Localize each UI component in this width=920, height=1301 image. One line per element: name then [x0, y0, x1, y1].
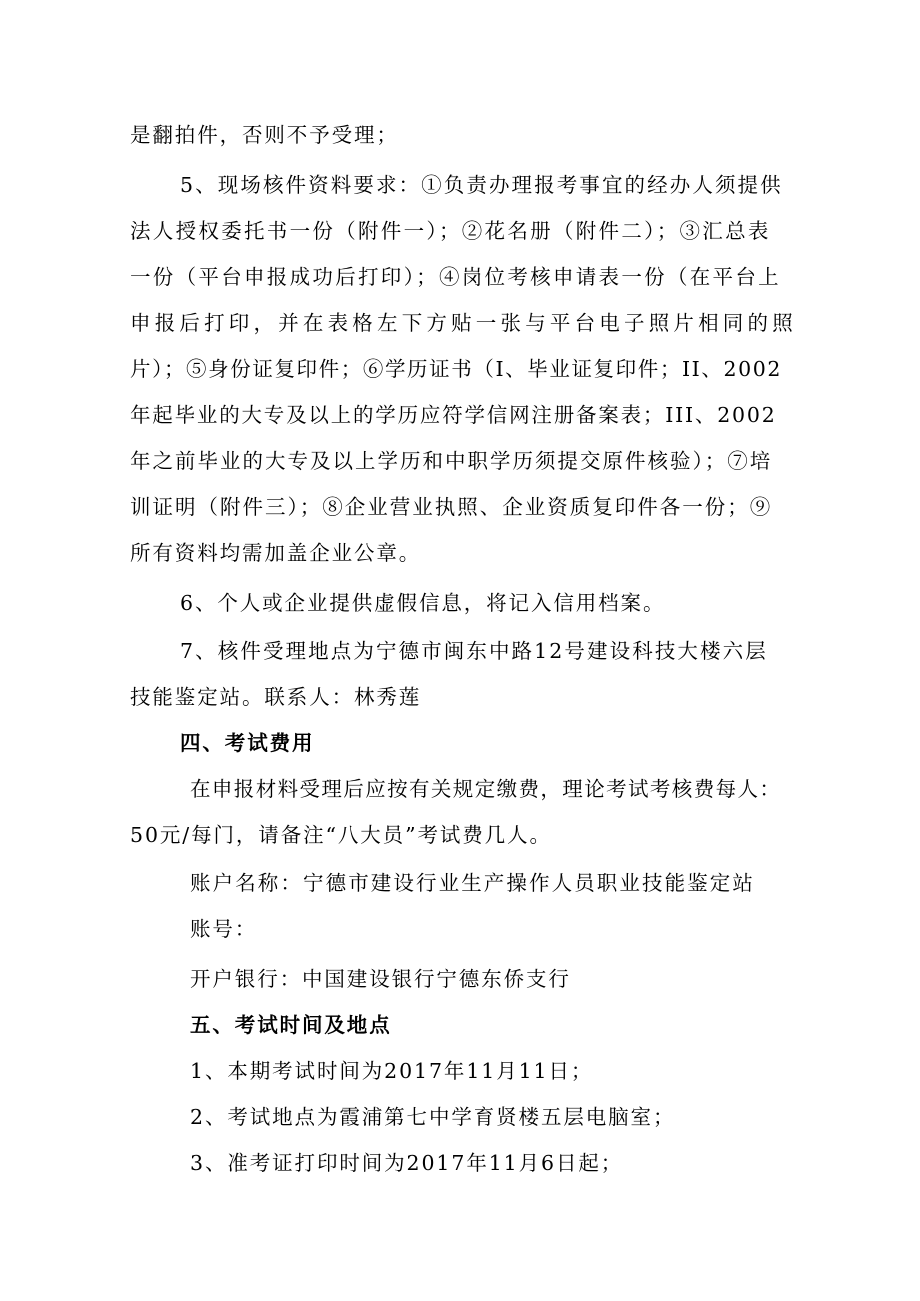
exam-item-3: 3、准考证打印时间为2017年11月6日起；	[190, 1151, 624, 1175]
item-5-line-4: 申报后打印，并在表格左下方贴一张与平台电子照片相同的照	[130, 311, 797, 335]
exam-item-1: 1、本期考试时间为2017年11月11日；	[190, 1059, 594, 1083]
item-5-line-5: 片）；⑤身份证复印件；⑥学历证书（I、毕业证复印件；II、2002	[130, 357, 783, 381]
item-5-line-7: 年之前毕业的大专及以上学历和中职学历须提交原件核验）；⑦培	[130, 449, 773, 473]
item-7-line-1: 7、核件受理地点为宁德市闽东中路12号建设科技大楼六层	[180, 639, 768, 663]
paragraph-line-continuation: 是翻拍件，否则不予受理；	[130, 123, 399, 147]
item-5-line-2: 法人授权委托书一份（附件一）；②花名册（附件二）；③汇总表	[130, 219, 771, 243]
section-heading-exam-time-place: 五、考试时间及地点	[190, 1013, 392, 1037]
account-number-line: 账号：	[190, 917, 258, 941]
item-5-line-9: 所有资料均需加盖企业公章。	[130, 541, 422, 565]
item-7-line-2: 技能鉴定站。联系人：林秀莲	[130, 685, 422, 709]
fees-line-2: 50元/每门，请备注“八大员”考试费几人。	[130, 823, 552, 847]
item-5-line-1: 5、现场核件资料要求：①负责办理报考事宜的经办人须提供	[180, 173, 783, 197]
account-name-line: 账户名称：宁德市建设行业生产操作人员职业技能鉴定站	[190, 871, 755, 895]
item-5-line-6: 年起毕业的大专及以上的学历应符学信网注册备案表；III、2002	[130, 403, 777, 427]
item-5-line-8: 训证明（附件三）；⑧企业营业执照、企业资质复印件各一份；⑨	[130, 495, 773, 519]
item-5-line-3: 一份（平台申报成功后打印）；④岗位考核申请表一份（在平台上	[130, 265, 781, 289]
item-6-line: 6、个人或企业提供虚假信息，将记入信用档案。	[180, 591, 666, 615]
section-heading-exam-fees: 四、考试费用	[180, 731, 315, 755]
fees-line-1: 在申报材料受理后应按有关规定缴费，理论考试考核费每人：	[190, 777, 782, 801]
bank-line: 开户银行：中国建设银行宁德东侨支行	[190, 967, 571, 991]
exam-item-2: 2、考试地点为霞浦第七中学育贤楼五层电脑室；	[190, 1105, 676, 1129]
